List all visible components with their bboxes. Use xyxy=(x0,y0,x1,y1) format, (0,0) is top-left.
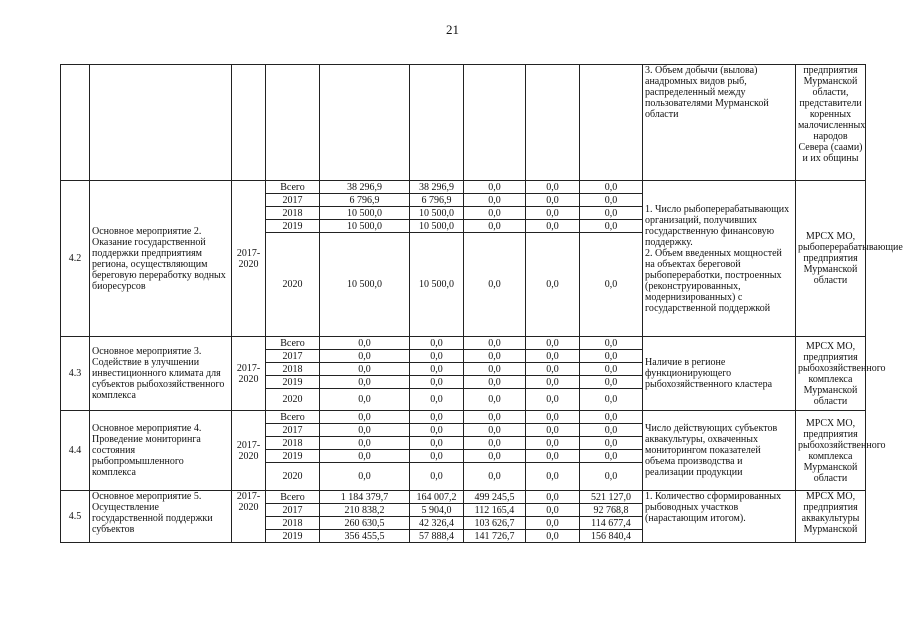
local-cell: 0,0 xyxy=(526,517,580,530)
total-cell: 0,0 xyxy=(320,437,410,450)
regional-cell: 0,0 xyxy=(464,376,526,389)
other-cell: 156 840,4 xyxy=(580,530,643,543)
other-cell: 0,0 xyxy=(580,389,643,411)
other-cell: 0,0 xyxy=(580,194,643,207)
year-cell: 2019 xyxy=(266,450,320,463)
year-cell: 2018 xyxy=(266,207,320,220)
local-cell: 0,0 xyxy=(526,220,580,233)
regional-cell: 0,0 xyxy=(464,389,526,411)
table-row xyxy=(61,181,866,194)
regional-cell: 103 626,7 xyxy=(464,517,526,530)
regional-cell: 0,0 xyxy=(464,437,526,450)
year-cell: 2017 xyxy=(266,504,320,517)
local-cell: 0,0 xyxy=(526,411,580,424)
activity-name: Основное мероприятие 4. Проведение мониторинга состояния рыбопромышленного комплекса xyxy=(90,411,232,491)
indicator-cell: 1. Число рыбоперерабатывающих организаций, получивших государственную финансовую поддержку. 2. Объем введенных мощностей на объектах береговой рыбопереработки, построенных (реконструированных, модернизированных) с государственной поддержкой xyxy=(643,181,796,337)
federal-cell: 42 326,4 xyxy=(410,517,464,530)
regional-cell: 499 245,5 xyxy=(464,491,526,504)
other-cell: 0,0 xyxy=(580,233,643,337)
regional-cell: 0,0 xyxy=(464,363,526,376)
regional-cell: 0,0 xyxy=(464,424,526,437)
year-cell: 2018 xyxy=(266,437,320,450)
year-cell: 2019 xyxy=(266,376,320,389)
total-cell: 38 296,9 xyxy=(320,181,410,194)
local-cell: 0,0 xyxy=(526,530,580,543)
federal-cell: 0,0 xyxy=(410,450,464,463)
table-row xyxy=(61,411,866,424)
local-cell: 0,0 xyxy=(526,463,580,491)
activity-name: Основное мероприятие 5. Осуществление государственной поддержки субъектов xyxy=(90,491,232,543)
indicator-cell: Наличие в регионе функционирующего рыбохозяйственного кластера xyxy=(643,337,796,411)
federal-cell: 164 007,2 xyxy=(410,491,464,504)
indicator-cell: Число действующих субъектов аквакультуры, охваченных мониторингом показателей объема производства и реализации продукции xyxy=(643,411,796,491)
total-cell: 0,0 xyxy=(320,411,410,424)
executor-cell: МРСХ МО, предприятия рыбохозяйственного комплекса Мурманской области xyxy=(796,337,866,411)
total-cell: 210 838,2 xyxy=(320,504,410,517)
other-cell: 0,0 xyxy=(580,350,643,363)
period: 2017-2020 xyxy=(232,337,266,411)
regional-cell: 0,0 xyxy=(464,450,526,463)
regional-cell: 0,0 xyxy=(464,220,526,233)
regional-cell: 0,0 xyxy=(464,411,526,424)
year-cell: Всего xyxy=(266,411,320,424)
total-cell: 0,0 xyxy=(320,350,410,363)
federal-cell: 0,0 xyxy=(410,389,464,411)
federal-cell: 10 500,0 xyxy=(410,233,464,337)
period: 2017-2020 xyxy=(232,181,266,337)
local-cell: 0,0 xyxy=(526,491,580,504)
regional-cell: 0,0 xyxy=(464,233,526,337)
local-cell: 0,0 xyxy=(526,194,580,207)
other-cell: 0,0 xyxy=(580,363,643,376)
local-cell: 0,0 xyxy=(526,504,580,517)
local-cell: 0,0 xyxy=(526,337,580,350)
year-cell: 2019 xyxy=(266,220,320,233)
total-cell: 0,0 xyxy=(320,450,410,463)
local-cell: 0,0 xyxy=(526,233,580,337)
other-cell: 0,0 xyxy=(580,411,643,424)
indicator-cell: 3. Объем добычи (вылова) анадромных видов рыб, распределенный между пользователями Мурманской области xyxy=(643,65,796,181)
year-cell: 2017 xyxy=(266,350,320,363)
federal-cell: 0,0 xyxy=(410,424,464,437)
total-cell: 1 184 379,7 xyxy=(320,491,410,504)
local-cell: 0,0 xyxy=(526,207,580,220)
other-cell: 0,0 xyxy=(580,220,643,233)
regional-cell: 0,0 xyxy=(464,194,526,207)
total-cell: 10 500,0 xyxy=(320,207,410,220)
table-row xyxy=(61,337,866,350)
other-cell: 0,0 xyxy=(580,181,643,194)
row-number: 4.4 xyxy=(61,411,90,491)
year-cell: 2017 xyxy=(266,424,320,437)
regional-cell: 0,0 xyxy=(464,350,526,363)
federal-cell: 0,0 xyxy=(410,337,464,350)
other-cell: 0,0 xyxy=(580,207,643,220)
other-cell: 114 677,4 xyxy=(580,517,643,530)
federal-cell: 0,0 xyxy=(410,363,464,376)
total-cell: 0,0 xyxy=(320,389,410,411)
regional-cell: 0,0 xyxy=(464,463,526,491)
local-cell: 0,0 xyxy=(526,350,580,363)
regional-cell: 0,0 xyxy=(464,337,526,350)
federal-cell: 38 296,9 xyxy=(410,181,464,194)
federal-cell: 0,0 xyxy=(410,411,464,424)
other-cell: 92 768,8 xyxy=(580,504,643,517)
total-cell: 0,0 xyxy=(320,337,410,350)
total-cell: 260 630,5 xyxy=(320,517,410,530)
period: 2017-2020 xyxy=(232,491,266,543)
year-cell: 2018 xyxy=(266,517,320,530)
executor-cell: МРСХ МО, предприятия рыбохозяйственного комплекса Мурманской области xyxy=(796,411,866,491)
local-cell: 0,0 xyxy=(526,450,580,463)
federal-cell: 0,0 xyxy=(410,350,464,363)
year-cell: 2020 xyxy=(266,233,320,337)
federal-cell: 10 500,0 xyxy=(410,220,464,233)
other-cell: 0,0 xyxy=(580,337,643,350)
federal-cell: 6 796,9 xyxy=(410,194,464,207)
federal-cell: 0,0 xyxy=(410,437,464,450)
other-cell: 0,0 xyxy=(580,376,643,389)
local-cell: 0,0 xyxy=(526,376,580,389)
executor-cell: МРСХ МО, предприятия аквакультуры Мурманской xyxy=(796,491,866,543)
period: 2017-2020 xyxy=(232,411,266,491)
row-number: 4.5 xyxy=(61,491,90,543)
other-cell: 0,0 xyxy=(580,437,643,450)
page-number: 21 xyxy=(446,22,459,37)
program-table xyxy=(60,64,903,543)
total-cell: 0,0 xyxy=(320,463,410,491)
regional-cell: 112 165,4 xyxy=(464,504,526,517)
regional-cell: 0,0 xyxy=(464,181,526,194)
year-cell: Всего xyxy=(266,491,320,504)
other-cell: 0,0 xyxy=(580,450,643,463)
local-cell: 0,0 xyxy=(526,389,580,411)
other-cell: 0,0 xyxy=(580,424,643,437)
other-cell: 0,0 xyxy=(580,463,643,491)
regional-cell: 141 726,7 xyxy=(464,530,526,543)
regional-cell: 0,0 xyxy=(464,207,526,220)
federal-cell: 5 904,0 xyxy=(410,504,464,517)
total-cell: 0,0 xyxy=(320,376,410,389)
continuation-row xyxy=(61,65,866,181)
total-cell: 0,0 xyxy=(320,363,410,376)
year-cell: 2020 xyxy=(266,389,320,411)
local-cell: 0,0 xyxy=(526,363,580,376)
local-cell: 0,0 xyxy=(526,437,580,450)
row-number: 4.2 xyxy=(61,181,90,337)
total-cell: 6 796,9 xyxy=(320,194,410,207)
total-cell: 356 455,5 xyxy=(320,530,410,543)
federal-cell: 10 500,0 xyxy=(410,207,464,220)
executor-cell: МРСХ МО, рыбоперерабатывающие предприятия Мурманской области xyxy=(796,181,866,337)
indicator-cell: 1. Количество сформированных рыбоводных участков (нарастающим итогом). xyxy=(643,491,796,543)
other-cell: 521 127,0 xyxy=(580,491,643,504)
executor-cell: предприятия Мурманской области, представители коренных малочисленных народов Севера (саами) и их общины xyxy=(796,65,866,181)
year-cell: 2019 xyxy=(266,530,320,543)
total-cell: 10 500,0 xyxy=(320,220,410,233)
table-row xyxy=(61,491,866,504)
total-cell: 10 500,0 xyxy=(320,233,410,337)
year-cell: Всего xyxy=(266,337,320,350)
federal-cell: 57 888,4 xyxy=(410,530,464,543)
activity-name: Основное мероприятие 3. Содействие в улучшении инвестиционного климата для субъектов рыбохозяйственного комплекса xyxy=(90,337,232,411)
federal-cell: 0,0 xyxy=(410,463,464,491)
local-cell: 0,0 xyxy=(526,424,580,437)
total-cell: 0,0 xyxy=(320,424,410,437)
row-number: 4.3 xyxy=(61,337,90,411)
year-cell: Всего xyxy=(266,181,320,194)
year-cell: 2020 xyxy=(266,463,320,491)
federal-cell: 0,0 xyxy=(410,376,464,389)
year-cell: 2018 xyxy=(266,363,320,376)
year-cell: 2017 xyxy=(266,194,320,207)
activity-name: Основное мероприятие 2. Оказание государственной поддержки предприятиям региона, осуществляющим береговую переработку водных биоресурсов xyxy=(90,181,232,337)
local-cell: 0,0 xyxy=(526,181,580,194)
